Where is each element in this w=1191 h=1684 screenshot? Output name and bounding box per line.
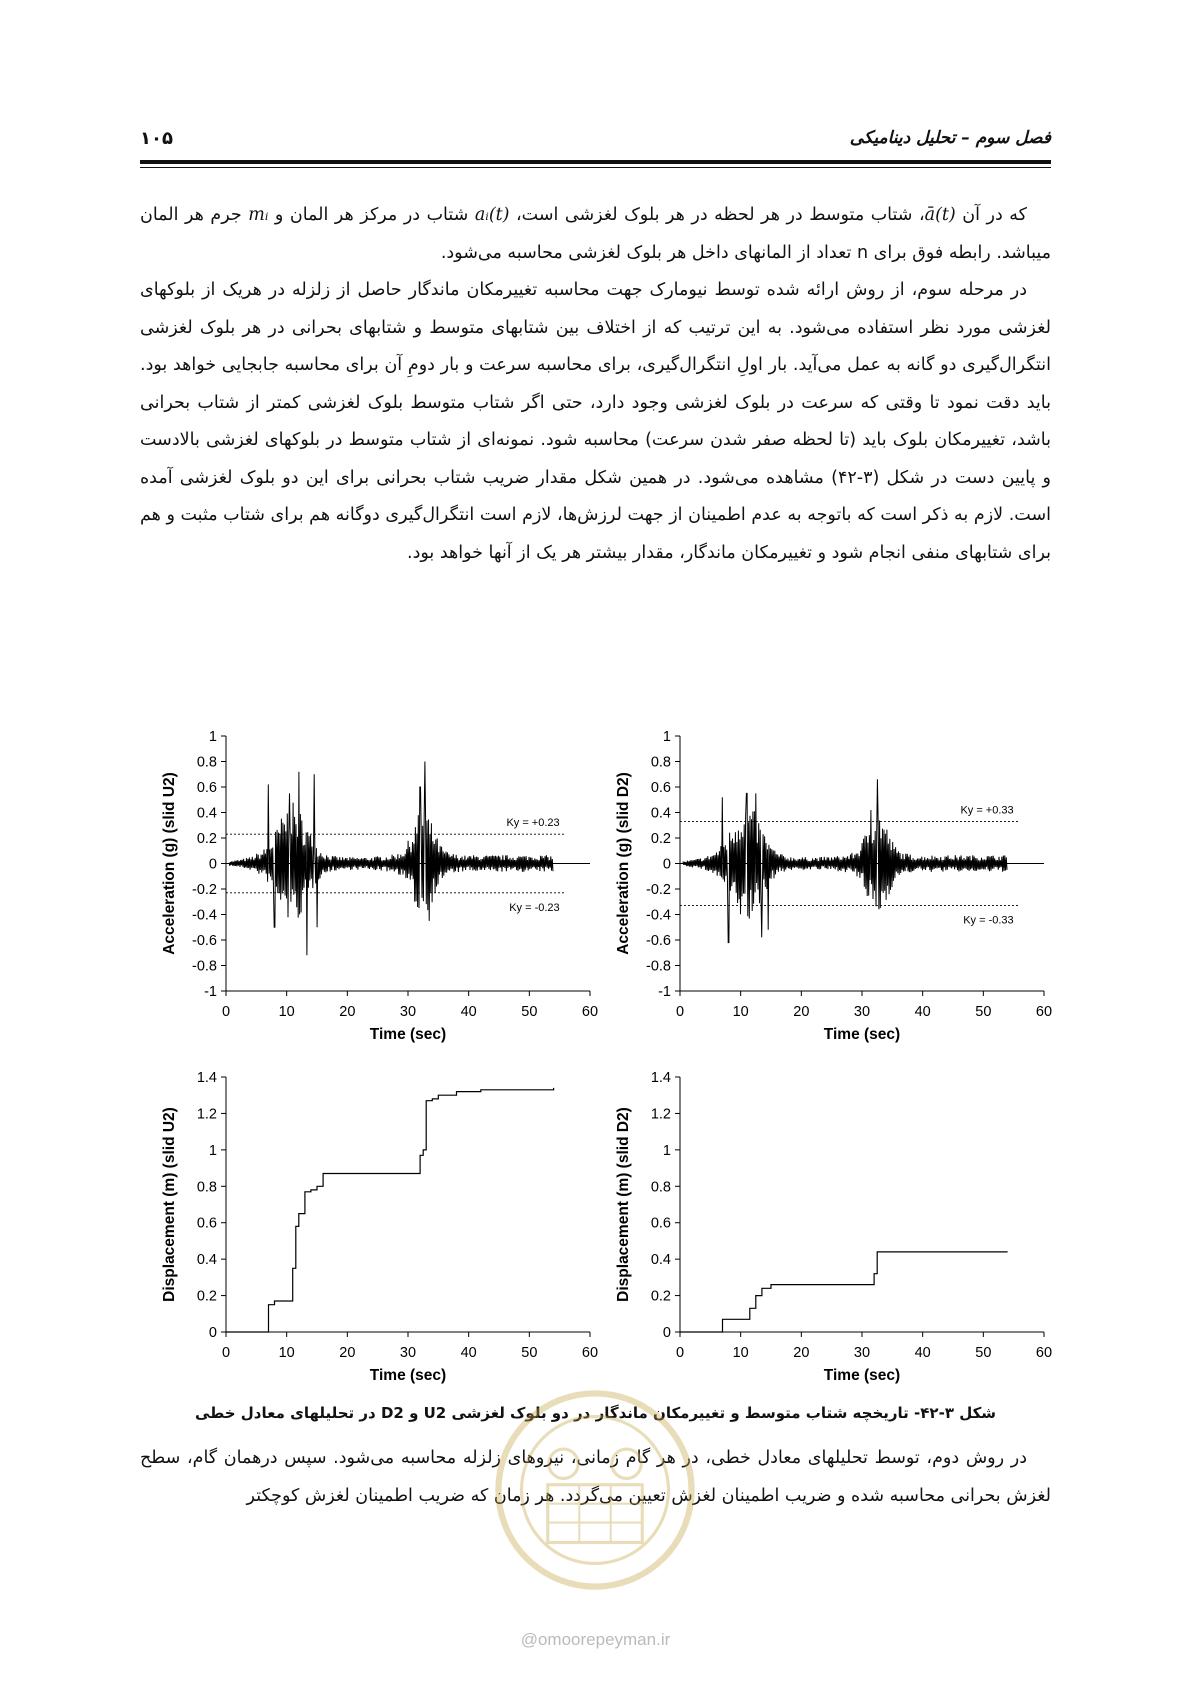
x-tick-label: 10 bbox=[732, 1345, 749, 1361]
y-axis-label: Displacement (m) (slid U2) bbox=[161, 1107, 178, 1302]
y-axis-label: Acceleration (g) (slid D2) bbox=[615, 772, 632, 955]
ky-upper-label: Ky = +0.33 bbox=[960, 804, 1014, 817]
x-tick-label: 60 bbox=[581, 1004, 599, 1020]
x-axis-label: Time (sec) bbox=[823, 1367, 901, 1384]
x-tick-label: 60 bbox=[1035, 1004, 1053, 1020]
y-tick-label: -0.6 bbox=[646, 933, 671, 949]
y-tick-label: 0 bbox=[208, 856, 217, 873]
chart-displacement-d2 bbox=[615, 1070, 1052, 1384]
x-tick-label: 20 bbox=[339, 1004, 356, 1020]
body-text-top bbox=[140, 197, 1051, 572]
y-axis-label: Displacement (m) (slid D2) bbox=[615, 1107, 632, 1302]
x-tick-label: 40 bbox=[914, 1345, 931, 1361]
ky-upper-label: Ky = +0.23 bbox=[506, 817, 560, 830]
x-tick-label: 40 bbox=[460, 1345, 477, 1361]
y-tick-label: -0.8 bbox=[192, 958, 217, 975]
y-tick-label: -0.2 bbox=[646, 882, 671, 898]
ky-lower-label: Ky = -0.23 bbox=[509, 901, 560, 914]
y-tick-label: -0.6 bbox=[192, 933, 217, 949]
x-tick-label: 50 bbox=[521, 1345, 538, 1361]
x-tick-label: 30 bbox=[853, 1345, 871, 1361]
y-tick-label: 0.4 bbox=[650, 1252, 671, 1269]
paragraph-3: در روش دوم، توسط تحلیلهای معادل خطی، در هر گام زمانی، نیروهای زلزله محاسبه می‌شود. سپس درهمان گام، سطح لغزش بحرانی محاسبه شده و ضریب اطمینان لغزش تعیین می‌گردد. هر زمان که ضریب اطمینان لغزش کوچکتر bbox=[140, 1448, 1051, 1506]
x-axis-label: Time (sec) bbox=[369, 1026, 447, 1043]
x-tick-label: 60 bbox=[1035, 1345, 1053, 1361]
y-tick-label: 0.4 bbox=[196, 1252, 217, 1269]
y-tick-label: 0.8 bbox=[196, 1179, 217, 1196]
x-tick-label: 20 bbox=[793, 1004, 810, 1020]
y-tick-label: 1 bbox=[208, 729, 217, 745]
y-tick-label: 0 bbox=[208, 1325, 217, 1341]
mass-symbol: mᵢ bbox=[248, 205, 269, 225]
paragraph-1: که در آن ā(t)، شتاب متوسط در هر لحظه در هر بلوک لغزشی است، aᵢ(t) شتاب در مرکز هر المان و mᵢ جرم هر المان میباشد. رابطه فوق برای n تعداد از المانهای داخل هر بلوک لغزشی محاسبه می‌شود. bbox=[140, 205, 1051, 263]
displacement-series bbox=[226, 1088, 554, 1332]
paragraph-2: در مرحله سوم، از روش ارائه شده توسط نیومارک جهت محاسبه تغییرمکان ماندگار حاصل از زلزله در هریک از بلوکهای لغزشی مورد نظر استفاده می‌شود. به این ترتیب که از اختلاف بین شتابهای متوسط و شتابهای بحرانی در هر بلوک لغزشی انتگرال‌گیری دو گانه به عمل می‌آید. بار اولِ انتگرال‌گیری، برای محاسبه سرعت و بار دومِ آن برای محاسبه جابجایی خواهد بود. باید دقت نمود تا وقتی که سرعت در بلوک لغزشی وجود دارد، حتی اگر شتاب متوسط بلوک لغزشی کمتر از شتاب بحرانی باشد، تغییرمکان بلوک باید (تا لحظه صفر شدن سرعت) محاسبه شود. نمونه‌ای از شتاب متوسط در بلوکهای لغزشی بالادست و پایین دست در شکل (۳-۴۲) مشاهده می‌شود. در همین شکل مقدار ضریب شتاب بحرانی برای این دو بلوک لغزشی آمده است. لازم به ذکر است که باتوجه به عدم اطمینان از جهت لرزش‌ها، لازم است انتگرال‌گیری دوگانه هم برای شتاب مثبت و هم برای شتابهای منفی انجام شود و تغییرمکان ماندگار، مقدار بیشتر هر یک از آنها خواهد بود. bbox=[140, 280, 1052, 563]
x-tick-label: 20 bbox=[793, 1345, 810, 1361]
y-tick-label: 1.2 bbox=[650, 1106, 671, 1123]
acceleration-series bbox=[229, 762, 553, 956]
header-rule-thick bbox=[140, 160, 1051, 164]
y-tick-label: 0.6 bbox=[196, 780, 217, 796]
y-tick-label: 0.8 bbox=[196, 754, 217, 771]
x-tick-label: 0 bbox=[221, 1345, 231, 1361]
x-tick-label: 20 bbox=[339, 1345, 356, 1361]
y-axis-label: Acceleration (g) (slid U2) bbox=[161, 772, 178, 955]
figure-caption: شکل ۳-۴۲- تاریخچه شتاب متوسط و تغییرمکان ماندگار در دو بلوک لغزشی U2 و D2 در تحلیلهای معادل خطی bbox=[194, 1404, 997, 1422]
displacement-series bbox=[680, 1252, 1008, 1332]
y-tick-label: -0.8 bbox=[646, 958, 671, 975]
y-tick-label: 0.2 bbox=[196, 831, 217, 847]
x-tick-label: 60 bbox=[581, 1345, 599, 1361]
y-tick-label: 0.2 bbox=[650, 1288, 671, 1305]
x-tick-label: 50 bbox=[521, 1004, 538, 1020]
y-tick-label: 0.2 bbox=[196, 1288, 217, 1305]
x-tick-label: 50 bbox=[975, 1345, 992, 1361]
header-rule-thin bbox=[140, 167, 1051, 168]
avg-acceleration-symbol: ā(t) bbox=[924, 205, 956, 225]
chapter-title: فصل سوم – تحلیل دینامیکی bbox=[849, 128, 1051, 148]
chart-displacement-u2 bbox=[161, 1070, 598, 1384]
y-tick-label: 1.4 bbox=[196, 1070, 217, 1086]
y-tick-label: 0.2 bbox=[650, 831, 671, 847]
page-number: ۱۰۵ bbox=[140, 128, 173, 149]
x-tick-label: 40 bbox=[914, 1004, 931, 1020]
y-tick-label: 1 bbox=[208, 1142, 217, 1159]
y-tick-label: 0.6 bbox=[650, 1215, 671, 1232]
y-tick-label: -0.4 bbox=[646, 907, 671, 924]
acceleration-series bbox=[683, 779, 1007, 942]
y-tick-label: 0.8 bbox=[650, 754, 671, 771]
page-header bbox=[140, 128, 1051, 150]
y-tick-label: -0.2 bbox=[192, 882, 217, 898]
y-tick-label: -1 bbox=[204, 984, 217, 1000]
y-tick-label: 1.2 bbox=[196, 1106, 217, 1123]
publisher-seal-watermark bbox=[490, 1385, 700, 1595]
y-tick-label: -1 bbox=[658, 984, 671, 1000]
x-tick-label: 50 bbox=[975, 1004, 992, 1020]
y-tick-label: 0.4 bbox=[196, 805, 217, 822]
figure-acceleration-displacement bbox=[0, 715, 1191, 1395]
watermark-url: @omoorepeyman.ir bbox=[520, 1630, 671, 1649]
element-acceleration-symbol: aᵢ(t) bbox=[474, 205, 510, 225]
x-axis-label: Time (sec) bbox=[369, 1367, 447, 1384]
x-tick-label: 0 bbox=[675, 1004, 685, 1020]
x-axis-label: Time (sec) bbox=[823, 1026, 901, 1043]
chart-acceleration-u2 bbox=[161, 729, 598, 1043]
ky-lower-label: Ky = -0.33 bbox=[963, 914, 1014, 927]
x-tick-label: 0 bbox=[675, 1345, 685, 1361]
y-tick-label: 0 bbox=[662, 1325, 671, 1341]
chart-acceleration-d2 bbox=[615, 729, 1052, 1043]
x-tick-label: 10 bbox=[732, 1004, 749, 1020]
x-tick-label: 0 bbox=[221, 1004, 231, 1020]
y-tick-label: 0.6 bbox=[196, 1215, 217, 1232]
x-tick-label: 40 bbox=[460, 1004, 477, 1020]
y-tick-label: 0.8 bbox=[650, 1179, 671, 1196]
y-tick-label: 1.4 bbox=[650, 1070, 671, 1086]
y-tick-label: 1 bbox=[662, 729, 671, 745]
x-tick-label: 30 bbox=[399, 1004, 417, 1020]
y-tick-label: 1 bbox=[662, 1142, 671, 1159]
x-tick-label: 10 bbox=[278, 1004, 295, 1020]
y-tick-label: 0 bbox=[662, 856, 671, 873]
y-tick-label: 0.6 bbox=[650, 780, 671, 796]
y-tick-label: -0.4 bbox=[192, 907, 217, 924]
x-tick-label: 10 bbox=[278, 1345, 295, 1361]
x-tick-label: 30 bbox=[853, 1004, 871, 1020]
y-tick-label: 0.4 bbox=[650, 805, 671, 822]
x-tick-label: 30 bbox=[399, 1345, 417, 1361]
